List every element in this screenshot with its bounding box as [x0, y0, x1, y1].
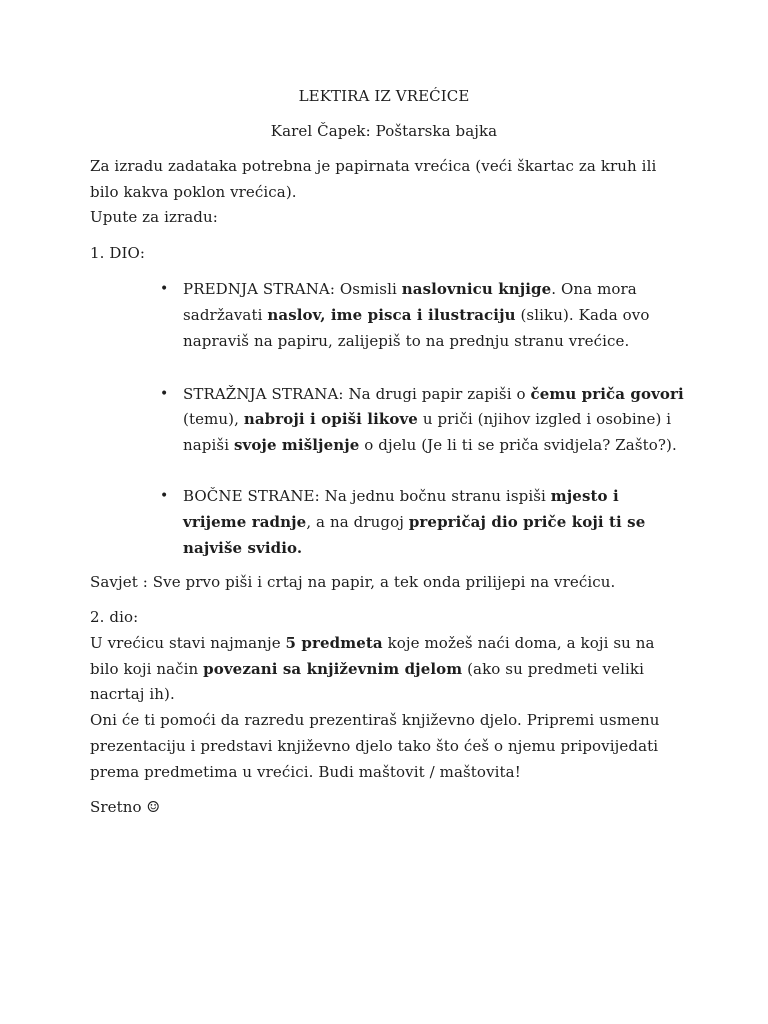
- bold-text: povezani sa književnim djelom: [203, 660, 463, 678]
- text-run: STRAŽNJA STRANA: Na drugi papir zapiši o: [183, 385, 531, 403]
- text-run: . Ona mora: [551, 280, 637, 298]
- bullet3-line: [183, 486, 619, 506]
- part2-heading: 2. dio:: [90, 608, 139, 626]
- bold-text: 5 predmeta: [285, 634, 383, 652]
- intro-line: Za izradu zadataka potrebna je papirnata vrećica (veći škartac za kruh ili: [90, 157, 657, 175]
- document-subtitle: Karel Čapek: Poštarska bajka: [270, 122, 498, 140]
- text-run: PREDNJA STRANA: Osmisli: [183, 280, 402, 298]
- instructions-label: Upute za izradu:: [90, 208, 218, 226]
- text-run: sadržavati: [183, 306, 268, 324]
- part2-line: [90, 633, 655, 653]
- bold-text: svoje mišljenje: [233, 436, 360, 454]
- bullet3-line: najviše svidio.: [183, 539, 303, 557]
- bullet-marker: •: [160, 281, 169, 297]
- text-run: napiši: [183, 436, 234, 454]
- text-run: o djelu (Je li ti se priča svidjela? Zašto?).: [359, 436, 677, 454]
- part2-line: nacrtaj ih).: [90, 685, 175, 703]
- bullet2-line: [183, 384, 684, 404]
- part2-line: prezentaciju i predstavi književno djelo tako što ćeš o njemu pripovijedati: [90, 737, 659, 755]
- text-run: (sliku). Kada ovo: [515, 306, 650, 324]
- part2-line: [90, 659, 644, 679]
- closing-text: Sretno ☺: [90, 798, 161, 816]
- bold-text: nabroji i opiši likove: [243, 410, 418, 428]
- text-run: U vrećicu stavi najmanje: [90, 634, 286, 652]
- bullet1-line: napraviš na papiru, zalijepiš to na prednju stranu vrećice.: [183, 332, 630, 350]
- bullet1-line: [183, 305, 649, 325]
- bullet1-line: [183, 279, 637, 299]
- tip-text: Savjet : Sve prvo piši i crtaj na papir, a tek onda prilijepi na vrećicu.: [90, 573, 616, 591]
- text-run: u priči (njihov izgled i osobine) i: [417, 410, 672, 428]
- text-run: , a na drugoj: [306, 513, 409, 531]
- text-run: BOČNE STRANE: Na jednu bočnu stranu ispiši: [183, 487, 551, 505]
- text-run: bilo koji način: [90, 660, 204, 678]
- bold-text: čemu priča govori: [530, 385, 684, 403]
- bullet-marker: •: [160, 488, 169, 504]
- bold-text: mjesto i: [550, 487, 619, 505]
- text-run: koje možeš naći doma, a koji su na: [382, 634, 655, 652]
- text-run: (ako su predmeti veliki: [462, 660, 644, 678]
- intro-line: bilo kakva poklon vrećica).: [90, 183, 297, 201]
- bullet2-line: [183, 409, 671, 429]
- text-run: (temu),: [183, 410, 244, 428]
- bold-text: prepričaj dio priče koji ti se: [408, 513, 646, 531]
- part2-line: prema predmetima u vrećici. Budi maštovit / maštovita!: [90, 763, 521, 781]
- document-title: LEKTIRA IZ VREĆICE: [298, 87, 470, 105]
- bullet-marker: •: [160, 386, 169, 402]
- bullet3-line: [183, 512, 645, 532]
- bold-text: naslovnicu knjige: [401, 280, 552, 298]
- part1-heading: 1. DIO:: [90, 244, 146, 262]
- bullet2-line: [183, 435, 677, 455]
- bold-text: naslov, ime pisca i ilustraciju: [267, 306, 516, 324]
- bold-text: vrijeme radnje: [183, 513, 307, 531]
- part2-line: Oni će ti pomoći da razredu prezentiraš književno djelo. Pripremi usmenu: [90, 711, 660, 729]
